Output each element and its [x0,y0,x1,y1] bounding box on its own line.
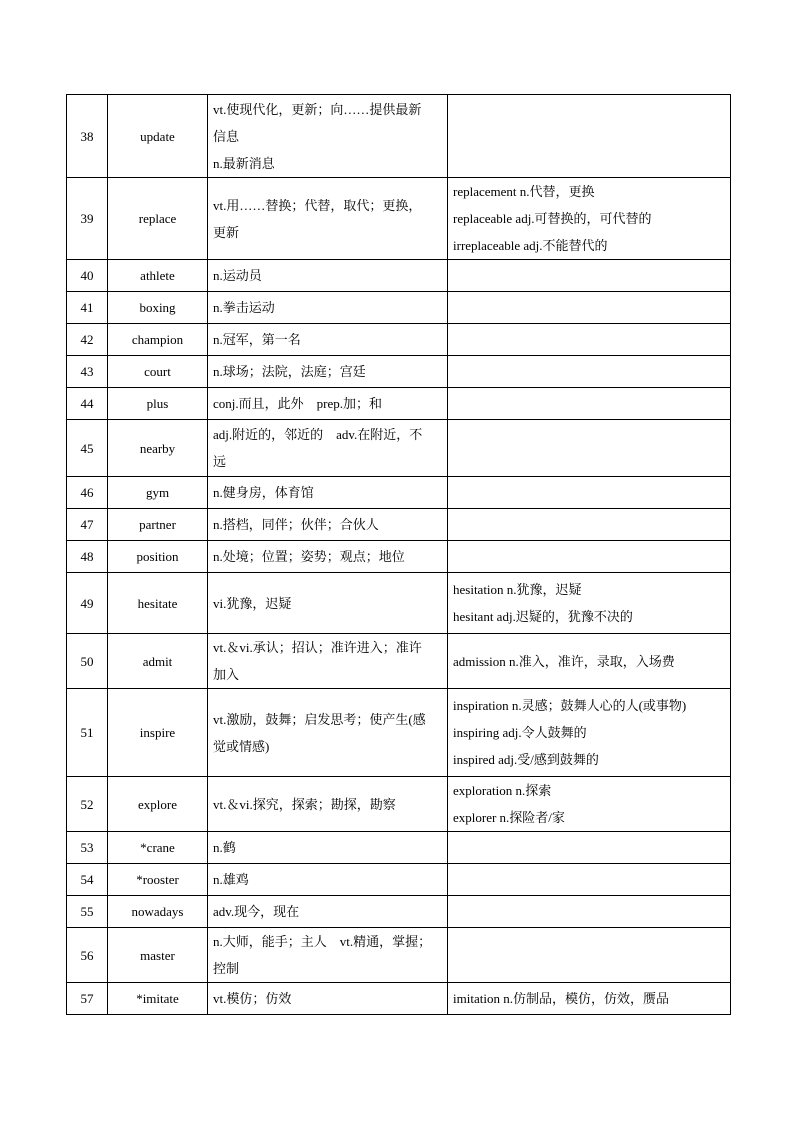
word-derivatives-line: admission n.准入，准许，录取，入场费 [453,653,675,669]
vocab-word: *crane [108,832,208,864]
word-meaning [208,178,448,260]
word-derivatives [448,324,731,356]
word-meaning [208,356,448,388]
word-meaning-line: vi.犹豫，迟疑 [213,595,292,611]
word-derivatives [448,509,731,541]
row-number: 53 [67,832,108,864]
word-meaning-line: vt.用……替换；代替，取代；更换， [213,197,422,213]
row-number: 57 [67,983,108,1015]
table-row [67,292,731,324]
word-derivatives-line: irreplaceable adj.不能替代的 [453,238,608,253]
table-row [67,509,731,541]
vocab-word: boxing [108,292,208,324]
word-meaning-line: n.鹤 [213,840,236,855]
row-number: 47 [67,509,108,541]
table-row [67,420,731,477]
table-row [67,260,731,292]
word-derivatives [448,95,731,178]
word-meaning [208,832,448,864]
table-row [67,689,731,777]
word-derivatives [448,864,731,896]
word-meaning-line: vt.＆vi.承认；招认；准许进入；准许 [213,640,422,655]
vocabulary-table-body [67,95,731,1015]
word-derivatives [448,541,731,573]
table-row [67,477,731,509]
word-meaning-line: vt.激励，鼓舞；启发思考；使产生(感 [213,711,426,727]
table-row [67,983,731,1015]
vocab-word: gym [108,477,208,509]
word-derivatives [448,573,731,634]
table-row [67,896,731,928]
word-derivatives [448,388,731,420]
word-meaning-line: n.冠军，第一名 [213,332,301,347]
word-derivatives [448,634,731,689]
row-number: 40 [67,260,108,292]
vocab-word: partner [108,509,208,541]
word-derivatives [448,260,731,292]
word-derivatives-line: replacement n.代替，更换 [453,184,595,199]
word-derivatives [448,477,731,509]
word-derivatives [448,896,731,928]
word-meaning [208,509,448,541]
word-derivatives [448,292,731,324]
vocab-word: master [108,928,208,983]
vocab-word: champion [108,324,208,356]
row-number: 54 [67,864,108,896]
table-row [67,356,731,388]
word-meaning [208,689,448,777]
row-number: 38 [67,95,108,178]
vocabulary-table [66,94,731,1015]
row-number: 50 [67,634,108,689]
word-meaning-line: 加入 [213,667,240,682]
vocab-word: *imitate [108,983,208,1015]
word-derivatives-line: hesitation n.犹豫，迟疑 [453,582,582,597]
word-meaning-line: conj.而且，此外 prep.加；和 [213,396,382,411]
table-row [67,95,731,178]
table-row [67,324,731,356]
row-number: 41 [67,292,108,324]
vocab-word: update [108,95,208,178]
row-number: 39 [67,178,108,260]
vocab-word: admit [108,634,208,689]
row-number: 52 [67,777,108,832]
word-derivatives [448,983,731,1015]
word-meaning [208,573,448,634]
word-meaning [208,420,448,477]
table-row [67,928,731,983]
word-meaning-line: n.运动员 [213,268,262,283]
table-row [67,634,731,689]
word-derivatives [448,689,731,777]
table-row [67,832,731,864]
vocab-word: position [108,541,208,573]
table-row [67,388,731,420]
word-meaning [208,95,448,178]
word-meaning-line: 远 [213,454,227,469]
row-number: 42 [67,324,108,356]
word-meaning [208,324,448,356]
word-derivatives-line: replaceable adj.可替换的，可代替的 [453,211,652,226]
word-derivatives [448,928,731,983]
word-meaning [208,777,448,832]
row-number: 43 [67,356,108,388]
row-number: 45 [67,420,108,477]
vocab-word: athlete [108,260,208,292]
word-derivatives [448,178,731,260]
word-derivatives-line: explorer n.探险者/家 [453,810,565,825]
word-meaning [208,260,448,292]
word-meaning-line: n.雄鸡 [213,872,249,887]
word-meaning [208,477,448,509]
word-meaning [208,634,448,689]
word-meaning-line: n.处境；位置；姿势；观点；地位 [213,549,405,564]
word-derivatives [448,777,731,832]
row-number: 56 [67,928,108,983]
word-meaning [208,983,448,1015]
word-meaning [208,292,448,324]
word-derivatives-line: inspired adj.受/感到鼓舞的 [453,752,599,767]
vocab-word: explore [108,777,208,832]
word-meaning-line: 控制 [213,961,240,976]
word-meaning-line: vt.使现代化，更新；向……提供最新 [213,101,422,117]
table-row [67,573,731,634]
word-derivatives [448,420,731,477]
word-meaning-line: n.最新消息 [213,155,275,171]
row-number: 49 [67,573,108,634]
table-row [67,777,731,832]
word-derivatives [448,356,731,388]
vocab-word: replace [108,178,208,260]
word-derivatives-line: exploration n.探索 [453,783,552,798]
word-meaning-line: n.健身房，体育馆 [213,485,314,500]
word-meaning-line: adv.现今，现在 [213,904,300,919]
word-meaning [208,896,448,928]
word-meaning-line: 信息 [213,128,240,144]
word-meaning-line: 觉或情感) [213,738,270,754]
word-meaning-line: vt.模仿；仿效 [213,991,292,1006]
table-row [67,864,731,896]
vocab-word: nowadays [108,896,208,928]
word-meaning [208,388,448,420]
word-meaning [208,541,448,573]
vocab-word: plus [108,388,208,420]
vocab-word: hesitate [108,573,208,634]
row-number: 55 [67,896,108,928]
vocab-word: inspire [108,689,208,777]
word-meaning-line: n.搭档，同伴；伙伴；合伙人 [213,517,379,532]
word-derivatives-line: inspiration n.灵感；鼓舞人心的人(或事物) [453,698,687,713]
word-meaning-line: 更新 [213,224,240,240]
row-number: 46 [67,477,108,509]
word-derivatives-line: inspiring adj.令人鼓舞的 [453,725,587,740]
table-row [67,178,731,260]
word-meaning [208,864,448,896]
word-meaning [208,928,448,983]
row-number: 48 [67,541,108,573]
word-meaning-line: n.大师，能手；主人 vt.精通，掌握； [213,934,432,949]
table-row [67,541,731,573]
word-derivatives-line: imitation n.仿制品，模仿，仿效，赝品 [453,991,669,1006]
word-derivatives [448,832,731,864]
word-meaning-line: adj.附近的，邻近的 adv.在附近，不 [213,427,423,442]
word-meaning-line: vt.＆vi.探究，探索；勘探，勘察 [213,796,396,812]
vocab-word: court [108,356,208,388]
word-derivatives-line: hesitant adj.迟疑的，犹豫不决的 [453,609,633,624]
word-meaning-line: n.拳击运动 [213,300,275,315]
row-number: 51 [67,689,108,777]
row-number: 44 [67,388,108,420]
vocab-word: nearby [108,420,208,477]
word-meaning-line: n.球场；法院，法庭；宫廷 [213,364,366,379]
vocab-word: *rooster [108,864,208,896]
